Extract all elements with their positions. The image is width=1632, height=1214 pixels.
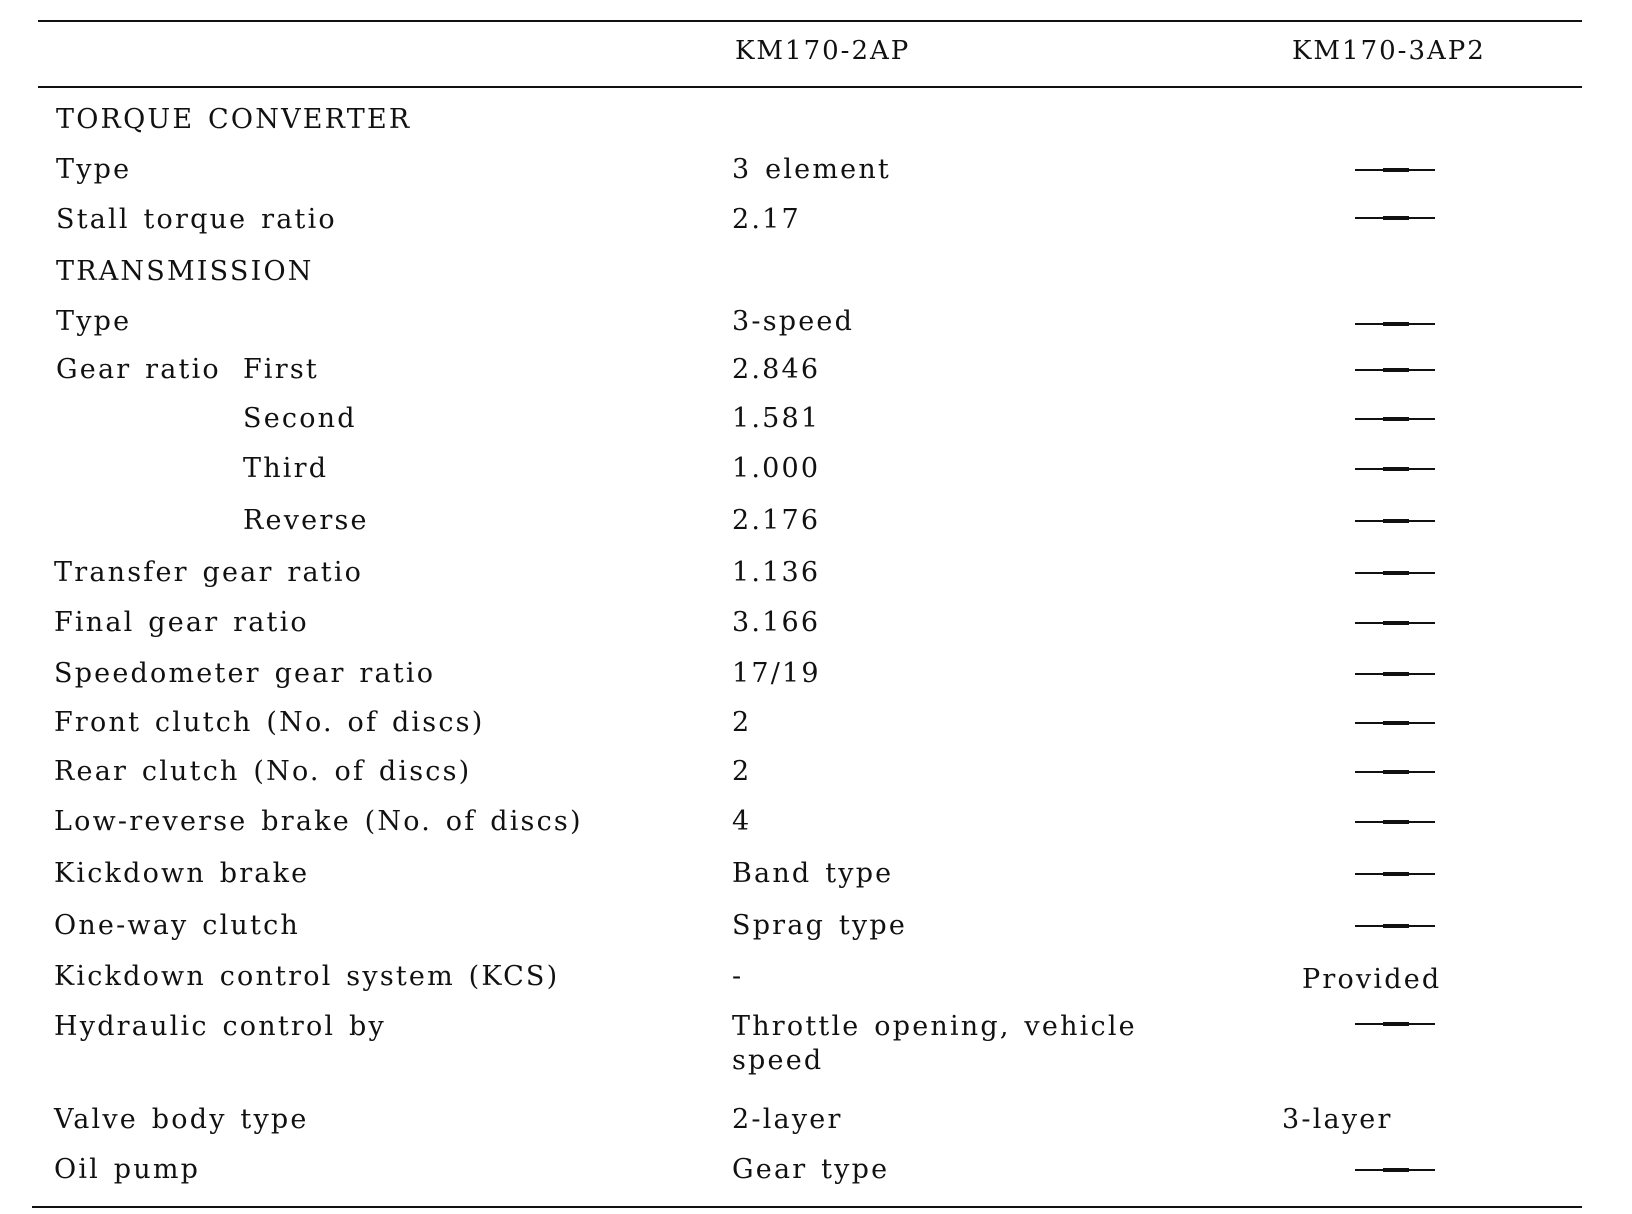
row-label: Type	[56, 154, 132, 185]
same-as-left-dash	[1355, 468, 1435, 470]
row-label: Hydraulic control by	[54, 1011, 386, 1042]
value-km170-2ap: 2.846	[732, 354, 821, 385]
value-km170-3ap2: 3-layer	[1282, 1104, 1393, 1135]
table-bottom-rule	[32, 1206, 1582, 1208]
row-label: Type	[56, 306, 132, 337]
value-km170-2ap: Band type	[732, 858, 894, 889]
table-row	[0, 402, 1632, 442]
value-km170-3ap2: Provided	[1302, 964, 1442, 995]
table-row	[0, 909, 1632, 949]
table-row	[0, 452, 1632, 492]
same-as-left-dash	[1355, 217, 1435, 219]
table-row	[0, 857, 1632, 897]
value-km170-2ap: 3-speed	[732, 306, 855, 337]
table-row	[0, 556, 1632, 596]
value-km170-2ap: Gear type	[732, 1154, 890, 1185]
row-label: Rear clutch (No. of discs)	[54, 756, 472, 787]
table-row-torque-converter	[0, 103, 1632, 143]
same-as-left-dash	[1355, 169, 1435, 171]
value-km170-2ap: 2-layer	[732, 1104, 843, 1135]
value-km170-2ap: 4	[732, 806, 752, 837]
same-as-left-dash	[1355, 925, 1435, 927]
row-label: Valve body type	[54, 1104, 309, 1135]
value-km170-2ap: 17/19	[732, 658, 821, 689]
table-header-rule	[38, 86, 1582, 88]
same-as-left-dash	[1355, 369, 1435, 371]
same-as-left-dash	[1355, 1023, 1435, 1025]
row-sub-label: First	[243, 354, 319, 385]
row-label: Low-reverse brake (No. of discs)	[54, 806, 583, 837]
same-as-left-dash	[1355, 821, 1435, 823]
same-as-left-dash	[1355, 622, 1435, 624]
row-label: Transfer gear ratio	[54, 557, 364, 588]
table-row	[0, 203, 1632, 243]
row-sub-label: Second	[243, 403, 357, 434]
table-row	[0, 153, 1632, 193]
table-row	[0, 960, 1632, 1000]
same-as-left-dash	[1355, 771, 1435, 773]
row-label: One-way clutch	[54, 910, 300, 941]
same-as-left-dash	[1355, 722, 1435, 724]
table-row	[0, 353, 1632, 393]
value-km170-2ap: Sprag type	[732, 910, 908, 941]
table-row	[0, 1103, 1632, 1143]
value-km170-2ap: 2.176	[732, 505, 821, 536]
row-label: Kickdown control system (KCS)	[54, 961, 560, 992]
same-as-left-dash	[1355, 673, 1435, 675]
value-km170-2ap: -	[732, 961, 744, 992]
row-label: Speedometer gear ratio	[54, 658, 436, 689]
table-row	[0, 706, 1632, 746]
table-row	[0, 805, 1632, 845]
same-as-left-dash	[1355, 323, 1435, 325]
value-km170-2ap: 1.000	[732, 453, 821, 484]
row-label: Oil pump	[54, 1154, 201, 1185]
row-label: Front clutch (No. of discs)	[54, 707, 485, 738]
value-km170-2ap: 3.166	[732, 607, 821, 638]
table-row	[0, 606, 1632, 646]
row-label: Stall torque ratio	[56, 204, 337, 235]
row-sub-label: Reverse	[243, 505, 369, 536]
table-top-rule	[38, 20, 1582, 22]
value-km170-2ap: 2	[732, 756, 752, 787]
table-row	[0, 1010, 1632, 1082]
table-row	[0, 1153, 1632, 1193]
section-title: TORQUE CONVERTER	[56, 104, 412, 135]
value-km170-2ap: 1.581	[732, 403, 821, 434]
value-km170-2ap: Throttle opening, vehicle speed	[732, 1011, 1137, 1076]
section-title: TRANSMISSION	[56, 256, 314, 287]
table-row-transmission	[0, 255, 1632, 295]
value-km170-2ap: 1.136	[732, 557, 821, 588]
value-km170-2ap: 2.17	[732, 204, 801, 235]
row-label: Kickdown brake	[54, 858, 310, 889]
value-km170-2ap: 2	[732, 707, 752, 738]
row-sub-label: Third	[243, 453, 329, 484]
value-km170-2ap: 3 element	[732, 154, 891, 185]
column-header-km170-3ap2: KM170-3AP2	[1292, 36, 1486, 66]
same-as-left-dash	[1355, 873, 1435, 875]
table-row	[0, 305, 1632, 345]
column-header-km170-2ap: KM170-2AP	[735, 36, 911, 66]
row-label: Gear ratio	[56, 354, 221, 385]
table-row	[0, 504, 1632, 544]
same-as-left-dash	[1355, 1169, 1435, 1171]
same-as-left-dash	[1355, 418, 1435, 420]
same-as-left-dash	[1355, 572, 1435, 574]
row-label: Final gear ratio	[54, 607, 309, 638]
same-as-left-dash	[1355, 520, 1435, 522]
table-row	[0, 755, 1632, 795]
table-row	[0, 657, 1632, 697]
